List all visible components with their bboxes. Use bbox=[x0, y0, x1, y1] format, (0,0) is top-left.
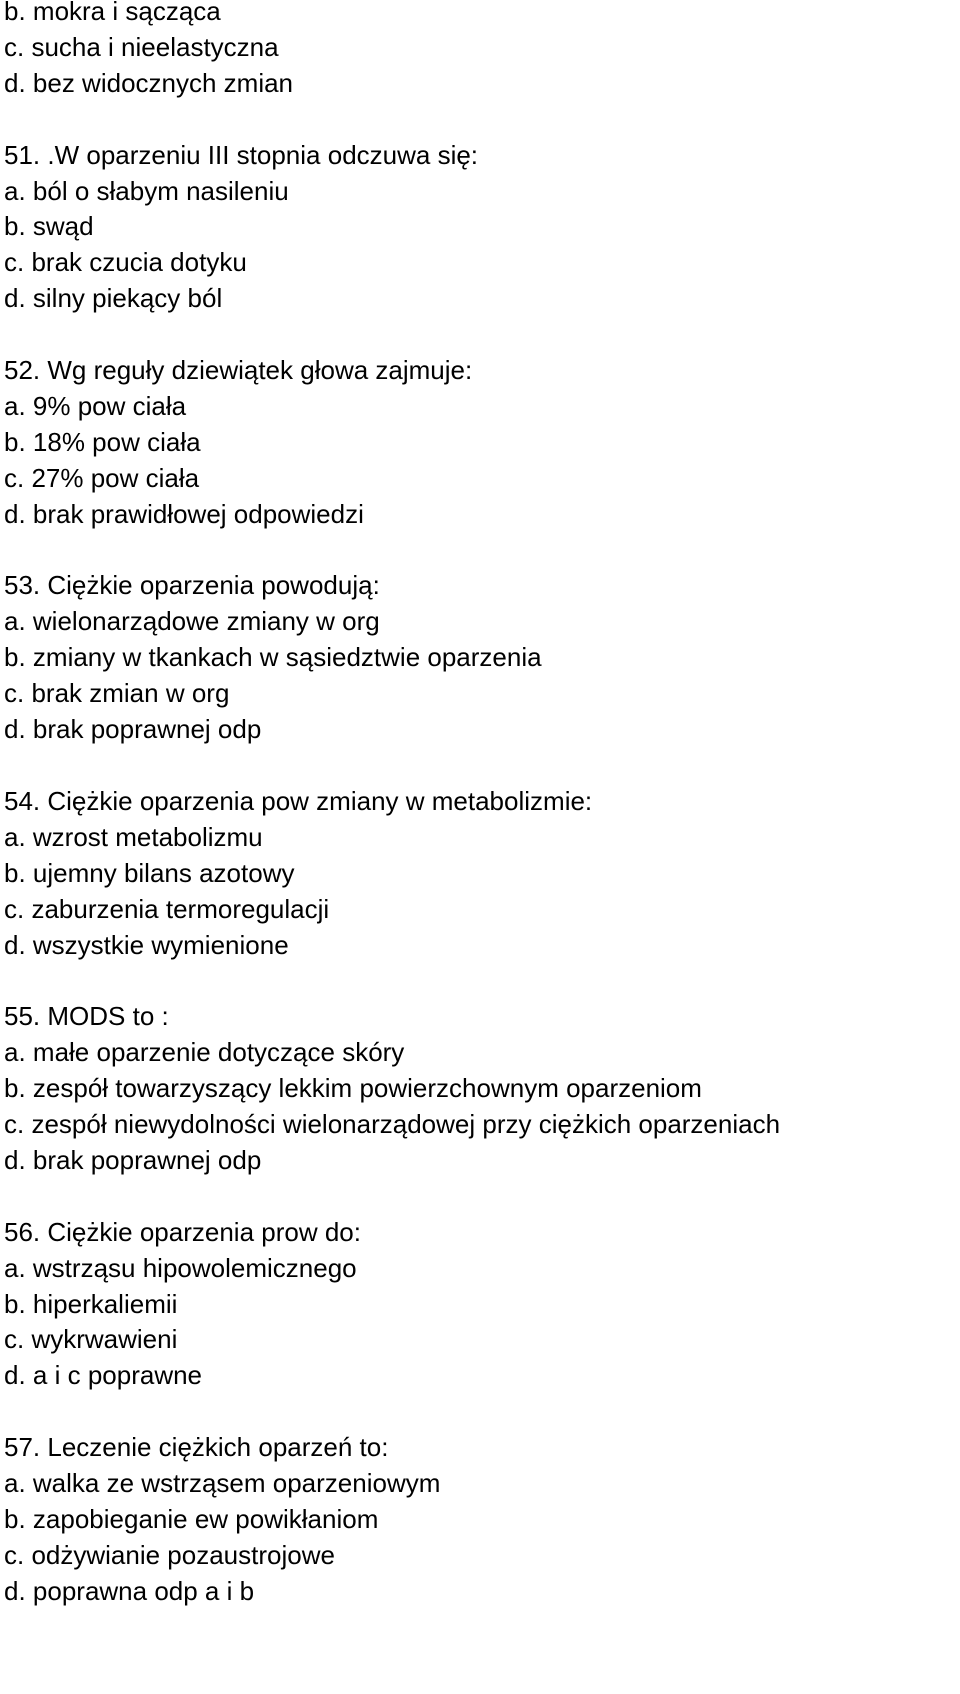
option-line: d. bez widocznych zmian bbox=[4, 67, 294, 98]
question-prompt: 52. Wg reguły dziewiątek głowa zajmuje: bbox=[4, 355, 473, 386]
option-line: d. brak poprawnej odp bbox=[4, 714, 262, 745]
option-line: c. wykrwawieni bbox=[4, 1324, 178, 1355]
question-prompt: 57. Leczenie ciężkich oparzeń to: bbox=[4, 1432, 389, 1463]
option-line: c. 27% pow ciała bbox=[4, 462, 200, 493]
leading-options bbox=[4, 0, 956, 102]
option-line: b. ujemny bilans azotowy bbox=[4, 857, 295, 888]
option-line: a. walka ze wstrząsem oparzeniowym bbox=[4, 1468, 441, 1499]
question-prompt: 53. Ciężkie oparzenia powodują: bbox=[4, 570, 380, 601]
question-prompt: 55. MODS to : bbox=[4, 1001, 169, 1032]
question-55 bbox=[4, 999, 956, 1179]
option-line: b. swąd bbox=[4, 211, 94, 242]
option-line: a. wzrost metabolizmu bbox=[4, 821, 263, 852]
document-page bbox=[4, 0, 956, 1610]
option-line: d. poprawna odp a i b bbox=[4, 1575, 255, 1606]
question-prompt: 51. .W oparzeniu III stopnia odczuwa się: bbox=[4, 139, 479, 170]
question-53 bbox=[4, 568, 956, 748]
option-line: b. zespół towarzyszący lekkim powierzchownym oparzeniom bbox=[4, 1073, 702, 1104]
option-line: b. 18% pow ciała bbox=[4, 426, 201, 457]
option-line: a. wstrząsu hipowolemicznego bbox=[4, 1252, 357, 1283]
option-line: d. wszystkie wymienione bbox=[4, 929, 289, 960]
option-line: c. brak zmian w org bbox=[4, 678, 230, 709]
option-line: b. hiperkaliemii bbox=[4, 1288, 178, 1319]
question-prompt: 56. Ciężkie oparzenia prow do: bbox=[4, 1216, 361, 1247]
option-line: b. zapobieganie ew powikłaniom bbox=[4, 1503, 379, 1534]
question-54 bbox=[4, 784, 956, 964]
option-line: b. zmiany w tkankach w sąsiedztwie oparzenia bbox=[4, 642, 542, 673]
question-57 bbox=[4, 1430, 956, 1610]
option-line: c. brak czucia dotyku bbox=[4, 247, 247, 278]
option-line: b. mokra i sącząca bbox=[4, 0, 221, 26]
question-52 bbox=[4, 353, 956, 533]
option-line: a. wielonarządowe zmiany w org bbox=[4, 606, 380, 637]
option-line: d. silny piekący ból bbox=[4, 283, 223, 314]
option-line: a. ból o słabym nasileniu bbox=[4, 175, 289, 206]
question-51 bbox=[4, 138, 956, 318]
option-line: a. małe oparzenie dotyczące skóry bbox=[4, 1037, 405, 1068]
option-line: d. brak poprawnej odp bbox=[4, 1144, 262, 1175]
question-prompt: 54. Ciężkie oparzenia pow zmiany w metabolizmie: bbox=[4, 785, 593, 816]
option-line: a. 9% pow ciała bbox=[4, 390, 187, 421]
option-line: c. sucha i nieelastyczna bbox=[4, 31, 279, 62]
option-line: c. odżywianie pozaustrojowe bbox=[4, 1539, 335, 1570]
option-line: d. brak prawidłowej odpowiedzi bbox=[4, 498, 364, 529]
option-line: c. zaburzenia termoregulacji bbox=[4, 893, 330, 924]
question-56 bbox=[4, 1215, 956, 1395]
option-line: d. a i c poprawne bbox=[4, 1360, 203, 1391]
option-line: c. zespół niewydolności wielonarządowej przy ciężkich oparzeniach bbox=[4, 1109, 781, 1140]
